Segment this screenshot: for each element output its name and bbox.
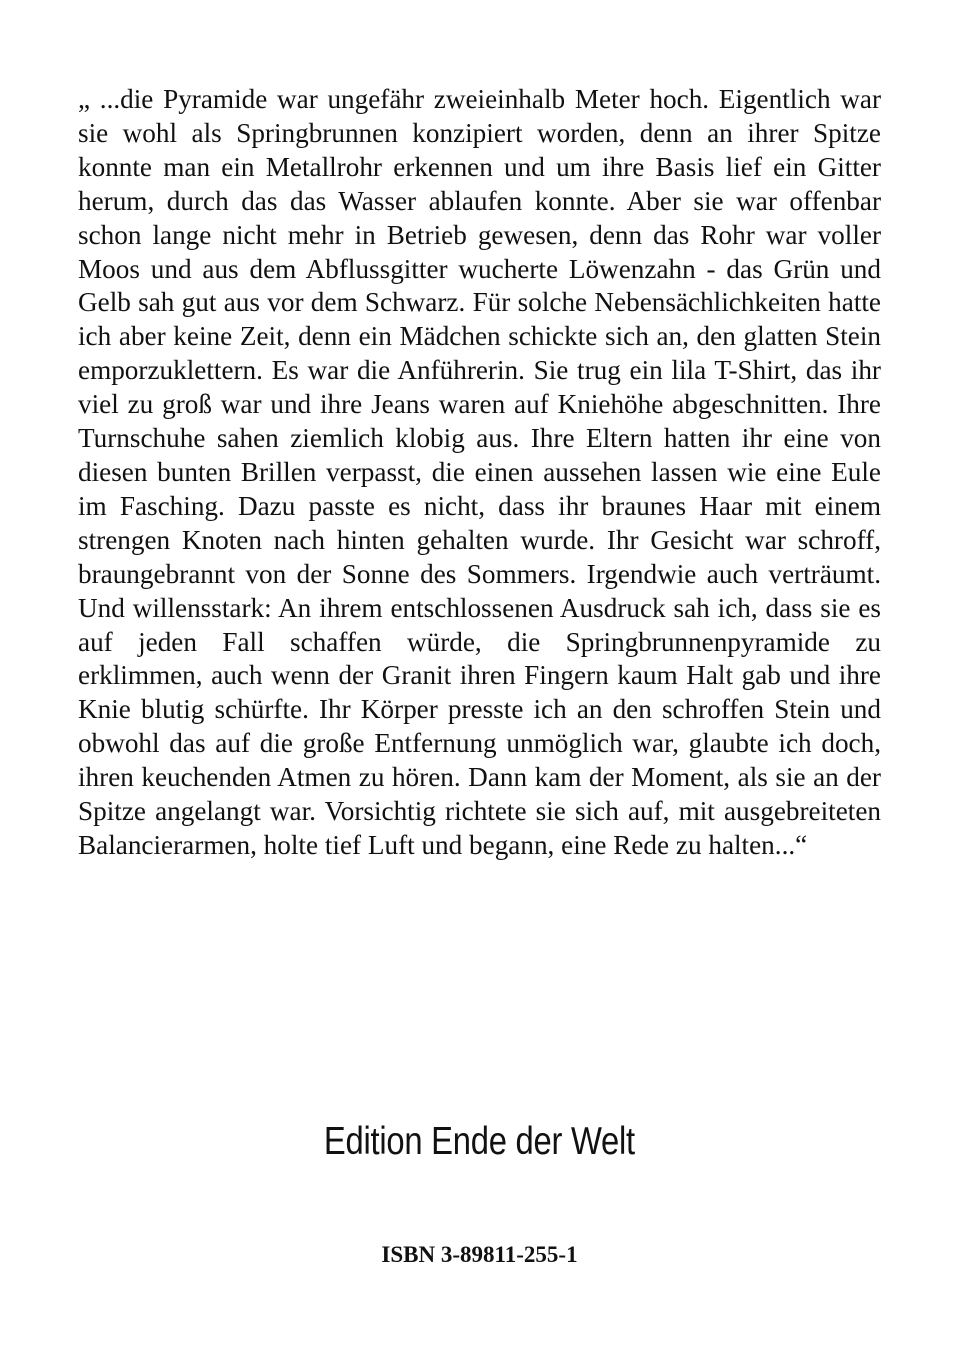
- publisher-name: Edition Ende der Welt: [323, 1120, 635, 1163]
- isbn-number: ISBN 3-89811-255-1: [381, 1242, 578, 1267]
- blurb-text: „ ...die Pyramide war ungefähr zweieinhalb Meter hoch. Eigentlich war sie wohl als Springbrunnen konzipiert worden, denn an ihrer Spitze konnte man ein Metallrohr erkennen und um ihre Basis lief ein Gitter herum, durch das das Wasser ablaufen konnte. Aber sie war offenbar schon lange nicht mehr in Betrieb gewesen, denn das Rohr war voller Moos und aus dem Abflussgitter wucherte Löwenzahn - das Grün und Gelb sah gut aus vor dem Schwarz. Für solche Nebensächlichkeiten hatte ich aber keine Zeit, denn ein Mädchen schickte sich an, den glatten Stein emporzuklettern. Es war die Anführerin. Sie trug ein lila T-Shirt, das ihr viel zu groß war und ihre Jeans waren auf Kniehöhe abgeschnitten. Ihre Turnschuhe sahen ziemlich klobig aus. Ihre Eltern hatten ihr eine von diesen bunten Brillen verpasst, die einen aussehen lassen wie eine Eule im Fasching. Dazu passte es nicht, dass ihr braunes Haar mit einem strengen Knoten nach hinten gehalten wurde. Ihr Gesicht war schroff, braungebrannt von der Sonne des Sommers. Irgendwie auch verträumt. Und willensstark: An ihrem entschlossenen Ausdruck sah ich, dass sie es auf jeden Fall schaffen würde, die Springbrunnenpyramide zu erklimmen, auch wenn der Granit ihren Fingern kaum Halt gab und ihre Knie blutig schürfte. Ihr Körper presste ich an den schroffen Stein und obwohl das auf die große Entfernung unmöglich war, glaubte ich doch, ihren keuchenden Atmen zu hören. Dann kam der Moment, als sie an der Spitze angelangt war. Vorsichtig richtete sie sich auf, mit ausgebreiteten Balancierarmen, holte tief Luft und begann, eine Rede zu halten...“: [78, 84, 881, 860]
